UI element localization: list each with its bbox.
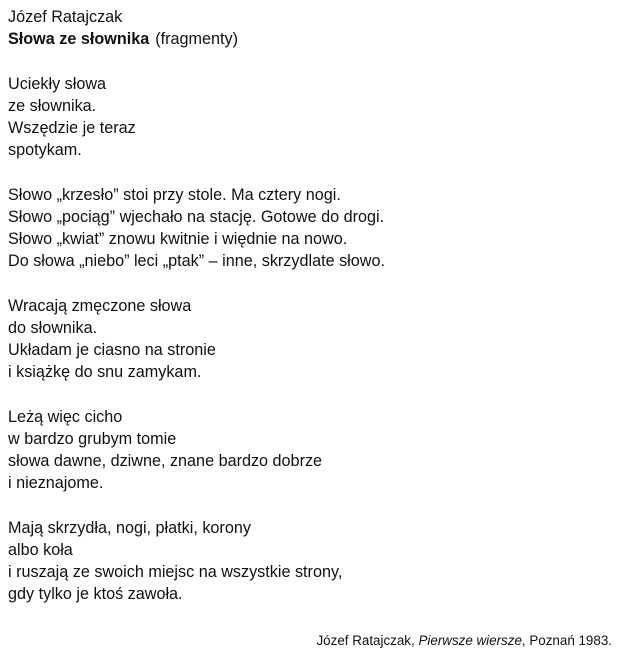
poem-line: Słowo „pociąg” wjechało na stację. Gotowe do drogi. xyxy=(8,207,385,226)
source-place-year: , Poznań 1983. xyxy=(521,633,612,648)
stanza-5 xyxy=(8,517,608,606)
stanza-4 xyxy=(8,406,608,495)
poem-line: spotykam. xyxy=(8,141,82,160)
poem-line: Słowo „kwiat” znowu kwitnie i więdnie na nowo. xyxy=(8,230,348,248)
poem-title-line xyxy=(8,28,608,50)
poem-line: albo koła xyxy=(8,540,73,559)
source-citation xyxy=(316,632,612,650)
source-book-title: Pierwsze wiersze xyxy=(418,633,522,648)
poem-line: Wszędzie je teraz xyxy=(8,119,136,137)
poem-line: Leżą więc cicho xyxy=(8,407,123,426)
poem-line: do słownika. xyxy=(8,318,98,337)
poem-line: Wracają zmęczone słowa xyxy=(8,296,192,315)
poem-line: słowa dawne, dziwne, znane bardzo dobrze xyxy=(8,452,323,470)
poem-line: Uciekły słowa xyxy=(8,74,107,93)
poem-line: w bardzo grubym tomie xyxy=(8,429,177,448)
source-author: Józef Ratajczak, xyxy=(316,633,415,648)
poem-author: Józef Ratajczak xyxy=(8,8,123,26)
poem-line: i książkę do snu zamykam. xyxy=(8,363,202,382)
poem-line: i nieznajome. xyxy=(8,474,104,493)
poem-line: i ruszają ze swoich miejsc na wszystkie strony, xyxy=(8,563,343,581)
poem-line: Słowo „krzesło” stoi przy stole. Ma cztery nogi. xyxy=(8,185,341,204)
stanza-2 xyxy=(8,184,608,273)
poem-line: Układam je ciasno na stronie xyxy=(8,341,216,359)
poem-line: Do słowa „niebo” leci „ptak” – inne, skrzydlate słowo. xyxy=(8,252,385,271)
stanza-3 xyxy=(8,295,608,384)
poem-line: Mają skrzydła, nogi, płatki, korony xyxy=(8,518,251,537)
stanza-1 xyxy=(8,73,608,162)
poem-document xyxy=(8,6,608,605)
poem-line: gdy tylko je ktoś zawoła. xyxy=(8,585,183,604)
poem-line: ze słownika. xyxy=(8,96,97,115)
poem-title: Słowa ze słownika xyxy=(8,30,150,49)
poem-subtitle: (fragmenty) xyxy=(155,30,239,49)
